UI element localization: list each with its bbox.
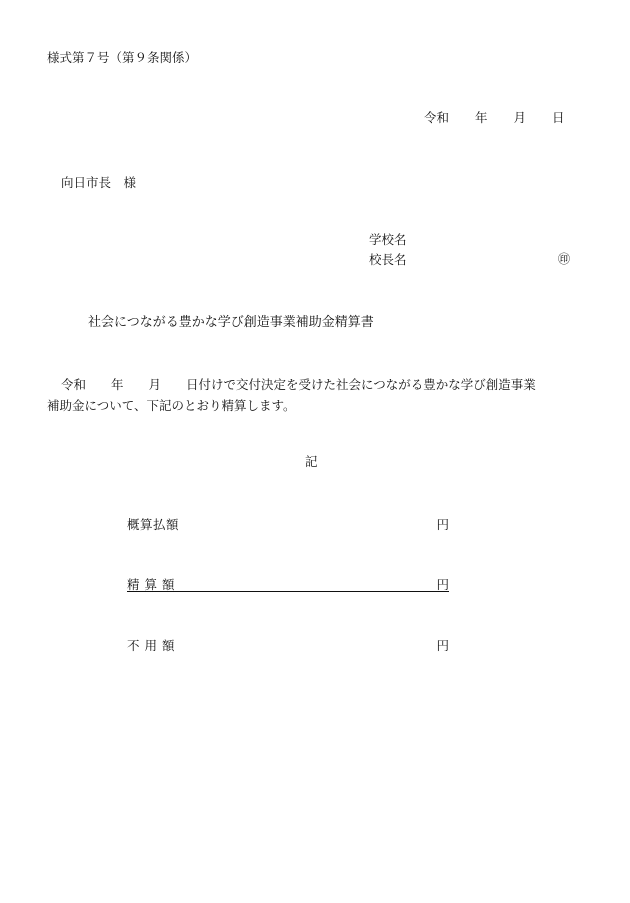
date-day-label: 日 xyxy=(552,110,565,125)
body-line-2: 補助金について、下記のとおり精算します。 xyxy=(47,398,296,413)
addressee: 向日市長 様 xyxy=(61,175,137,190)
item-label: 概算払額 xyxy=(127,517,180,532)
date-line xyxy=(424,110,565,125)
item-unit: 円 xyxy=(436,577,449,592)
ki-heading: 記 xyxy=(305,454,318,469)
date-era: 令和 xyxy=(424,110,450,125)
document-title: 社会につながる豊かな学び創造事業補助金精算書 xyxy=(88,315,374,330)
item-estimate-payment xyxy=(127,515,449,535)
item-unit: 円 xyxy=(436,638,449,653)
date-year-label: 年 xyxy=(475,110,488,125)
seal-mark: ㊞ xyxy=(557,252,570,266)
applicant-block xyxy=(369,232,574,272)
form-number: 様式第７号（第９条関係） xyxy=(47,50,198,65)
item-label: 不 用 額 xyxy=(127,638,175,653)
principal-name-label: 校長名 xyxy=(369,252,407,267)
body-text xyxy=(47,374,587,416)
date-month-label: 月 xyxy=(513,110,527,125)
item-settlement-amount xyxy=(127,575,449,592)
item-unused-amount xyxy=(127,636,449,656)
body-line-1: 令和 年 月 日付けで交付決定を受けた社会につながる豊かな学び創造事業 xyxy=(61,377,536,392)
item-label: 精 算 額 xyxy=(127,577,175,592)
item-unit: 円 xyxy=(436,517,449,532)
school-name-label: 学校名 xyxy=(369,232,407,247)
